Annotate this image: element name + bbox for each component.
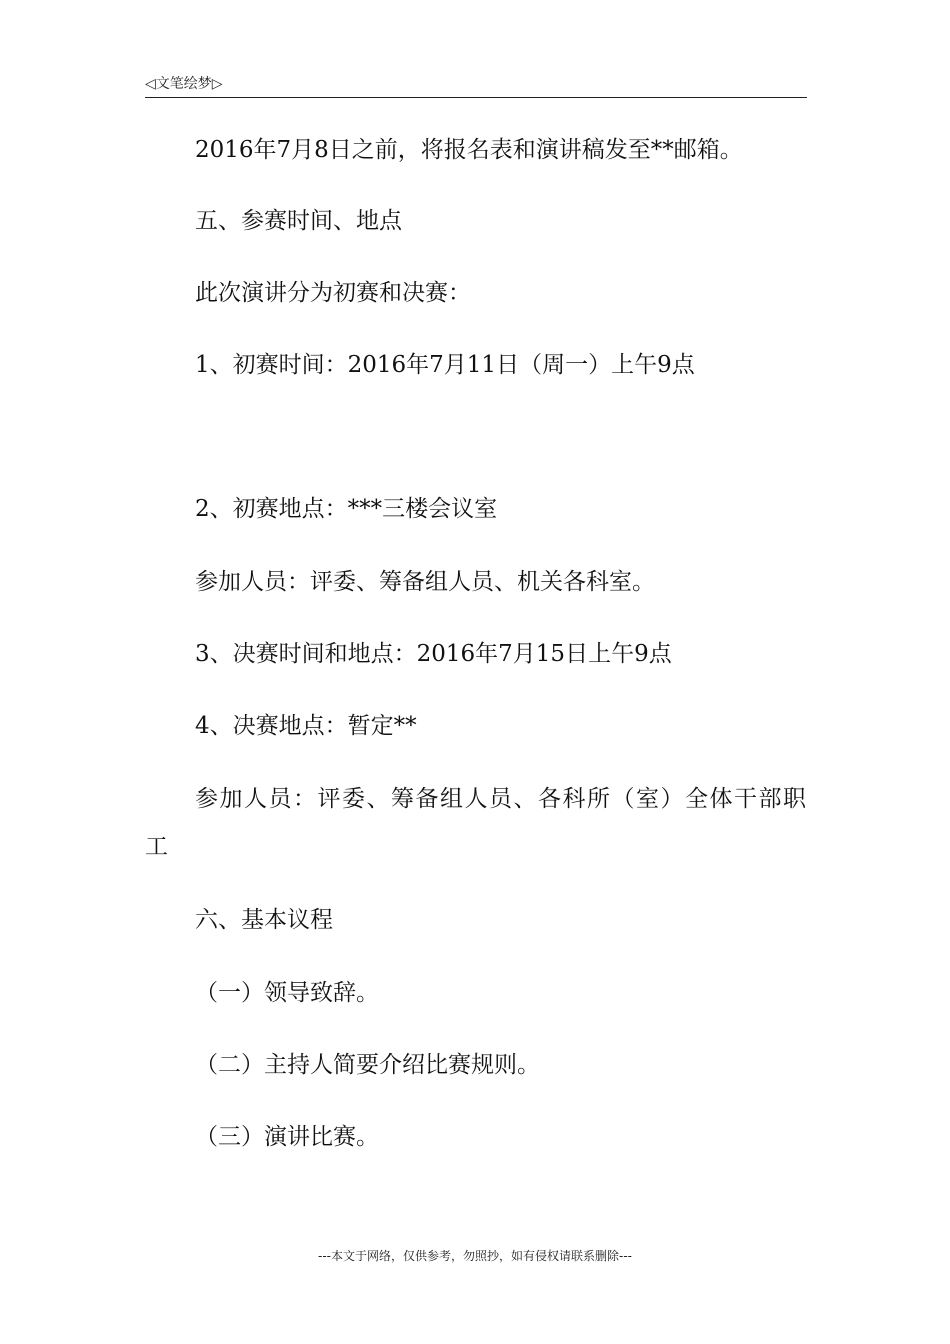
agenda-item-2: （二）主持人简要介绍比赛规则。 bbox=[195, 1052, 540, 1078]
paragraph-submission-deadline: 2016年7月8日之前，将报名表和演讲稿发至**邮箱。 bbox=[195, 137, 743, 163]
agenda-item-1: （一）领导致辞。 bbox=[195, 980, 379, 1006]
header-title: ◁文笔绘梦▷ bbox=[145, 76, 223, 92]
agenda-item-3: （三）演讲比赛。 bbox=[195, 1124, 379, 1150]
paragraph-final-participants: 参加人员：评委、筹备组人员、各科所（室）全体干部职工 bbox=[145, 786, 807, 860]
paragraph-prelim-participants: 参加人员：评委、筹备组人员、机关各科室。 bbox=[195, 569, 655, 595]
heading-time-location: 五、参赛时间、地点 bbox=[195, 208, 402, 234]
page-header bbox=[145, 72, 807, 98]
paragraph-final-location: 4、决赛地点：暂定** bbox=[195, 713, 417, 739]
paragraph-rounds: 此次演讲分为初赛和决赛： bbox=[195, 280, 471, 306]
page-footer: ---本文于网络，仅供参考，勿照抄，如有侵权请联系删除--- bbox=[318, 1249, 632, 1263]
paragraph-prelim-time: 1、初赛时间：2016年7月11日（周一）上午9点 bbox=[195, 352, 695, 378]
paragraph-prelim-location: 2、初赛地点：***三楼会议室 bbox=[195, 496, 498, 522]
paragraph-final-time: 3、决赛时间和地点：2016年7月15日上午9点 bbox=[195, 641, 672, 667]
heading-agenda: 六、基本议程 bbox=[195, 907, 333, 933]
